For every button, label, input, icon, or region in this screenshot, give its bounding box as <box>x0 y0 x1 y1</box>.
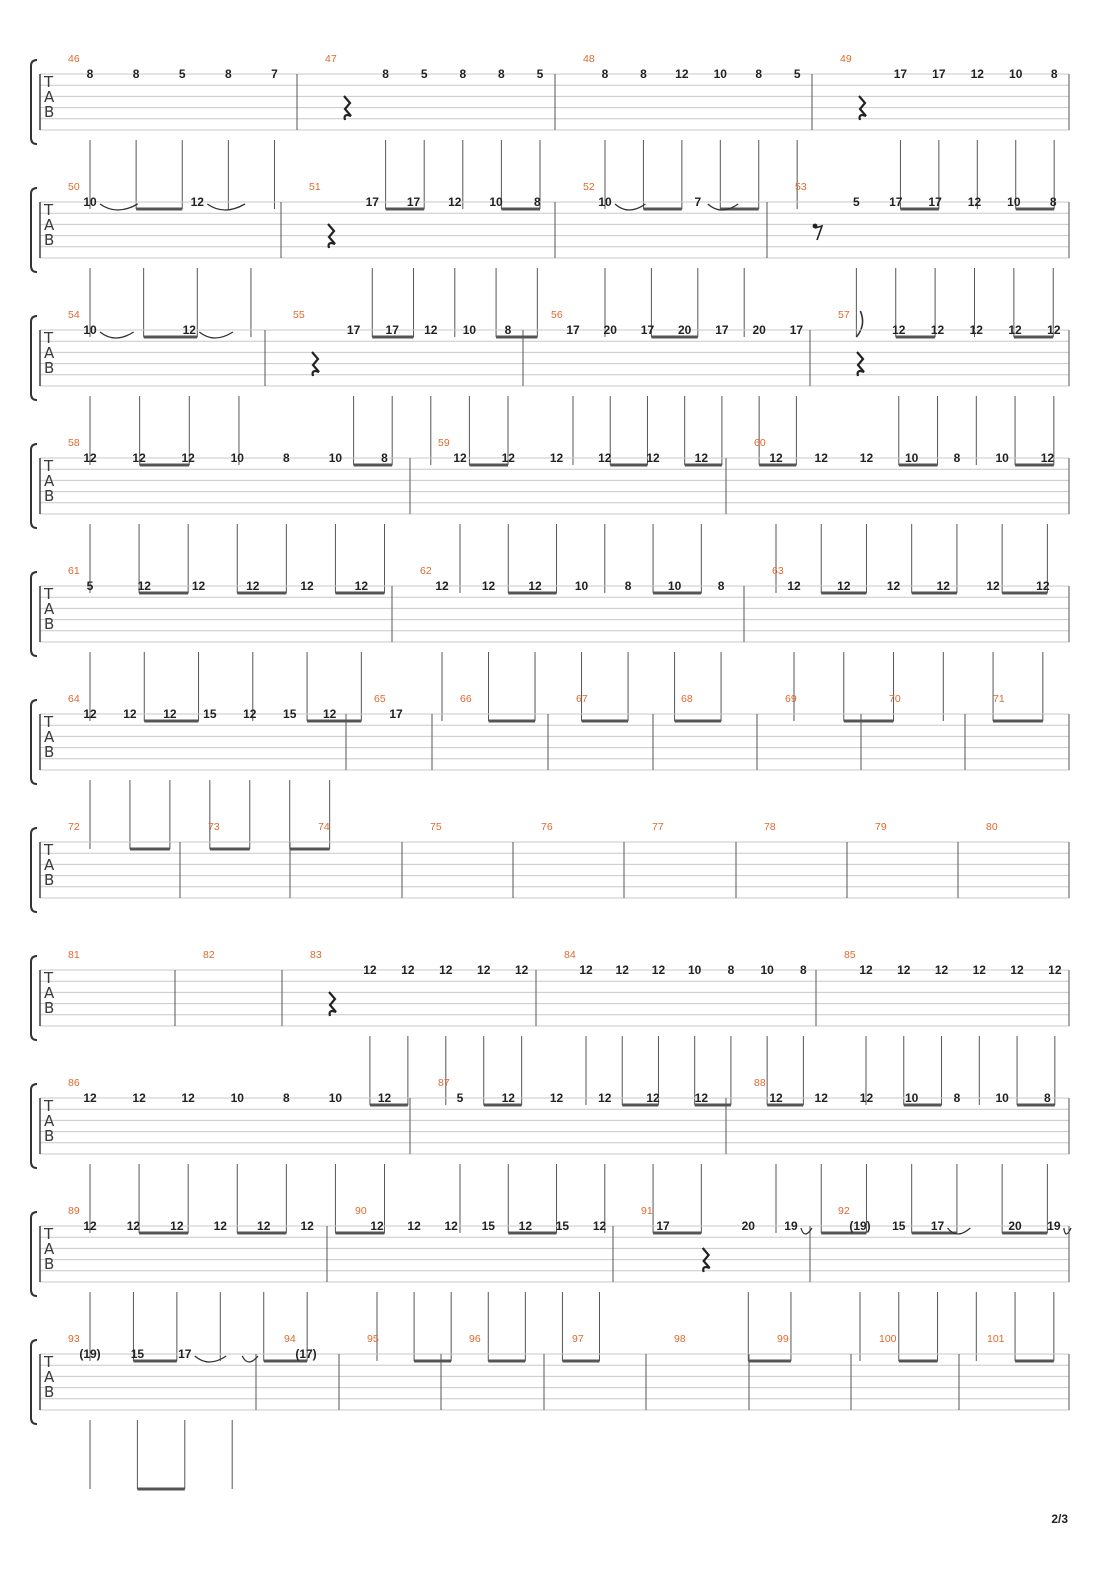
measure-number: 91 <box>641 1205 653 1217</box>
measure-number: 67 <box>576 693 588 705</box>
fret-number: 17 <box>789 323 804 337</box>
fret-number: 10 <box>489 195 503 209</box>
fret-number: 12 <box>598 451 612 465</box>
fret-number: 12 <box>694 1091 709 1105</box>
fret-number: 12 <box>83 707 97 721</box>
fret-number: 12 <box>1048 963 1062 977</box>
tab-clef-letter: T <box>44 841 54 859</box>
fret-number: 5 <box>536 67 544 81</box>
tab-clef-letter: T <box>44 969 54 987</box>
fret-number: 12 <box>424 323 438 337</box>
fret-number: 10 <box>1007 195 1021 209</box>
tab-system <box>31 1205 1071 1361</box>
fret-number: 17 <box>346 323 361 337</box>
fret-number: 12 <box>615 963 629 977</box>
fret-number: 12 <box>969 323 983 337</box>
fret-number: 7 <box>271 67 278 81</box>
fret-number: 15 <box>283 707 297 721</box>
fret-number: 12 <box>132 451 146 465</box>
fret-number: 5 <box>420 67 428 81</box>
fret-number: 8 <box>800 963 807 977</box>
fret-number: 10 <box>995 1091 1009 1105</box>
fret-number: 12 <box>549 451 564 465</box>
fret-number: 12 <box>213 1219 227 1233</box>
system-bracket <box>31 60 37 144</box>
fret-number: 8 <box>755 67 763 81</box>
measure-number: 66 <box>460 693 472 705</box>
fret-number: 12 <box>518 1219 533 1233</box>
tab-clef-letter: A <box>44 1240 55 1258</box>
page-number: 2/3 <box>1051 1512 1068 1526</box>
tab-clef-letter: A <box>44 1368 55 1386</box>
fret-number: 12 <box>170 1219 184 1233</box>
measure-number: 79 <box>875 821 887 833</box>
fret-number: 10 <box>905 1091 919 1105</box>
fret-number: 15 <box>130 1347 145 1361</box>
tab-clef-letter: A <box>44 728 55 746</box>
fret-number: 12 <box>592 1219 607 1233</box>
fret-number: 8 <box>498 67 505 81</box>
tie-arc <box>195 1356 226 1362</box>
measure-number: 100 <box>879 1333 897 1345</box>
fret-number: 17 <box>640 323 655 337</box>
fret-number: 17 <box>656 1219 670 1233</box>
fret-number: 8 <box>132 67 140 81</box>
tab-clef-letter: T <box>44 1353 54 1371</box>
measure-number: 72 <box>68 821 80 833</box>
fret-number: 17 <box>928 195 942 209</box>
fret-number: 12 <box>549 1091 564 1105</box>
fret-number: 12 <box>1040 451 1055 465</box>
fret-number: 12 <box>892 323 906 337</box>
system-bracket <box>31 444 37 528</box>
fret-number: 12 <box>444 1219 458 1233</box>
tab-clef-letter: T <box>44 1225 54 1243</box>
fret-number: 12 <box>769 451 783 465</box>
fret-number: 12 <box>651 963 666 977</box>
measure-number: 90 <box>355 1205 367 1217</box>
fret-number: 8 <box>381 451 388 465</box>
tab-system <box>31 949 1069 1105</box>
system-bracket <box>31 316 37 400</box>
tab-clef-letter: A <box>44 856 55 874</box>
fret-number: 5 <box>853 195 860 209</box>
fret-number: 8 <box>282 451 290 465</box>
measure-number: 83 <box>310 949 322 961</box>
fret-number: 10 <box>1009 67 1023 81</box>
measure-number: 70 <box>889 693 901 705</box>
fret-number: 10 <box>328 451 343 465</box>
tab-clef-letter: B <box>44 487 55 505</box>
fret-number: 17 <box>566 323 580 337</box>
tab-clef-letter: B <box>44 231 55 249</box>
tab-system <box>31 309 1069 465</box>
fret-number: 10 <box>667 579 682 593</box>
fret-number: 12 <box>354 579 369 593</box>
fret-number: 8 <box>282 1091 290 1105</box>
fret-number: 20 <box>603 323 617 337</box>
system-bracket <box>31 1084 37 1168</box>
measure-number: 58 <box>68 437 80 449</box>
fret-number: 12 <box>814 1091 828 1105</box>
tab-clef-letter: A <box>44 600 55 618</box>
fret-number: 12 <box>859 963 873 977</box>
system-bracket <box>31 828 37 912</box>
fret-number: (19) <box>79 1347 101 1361</box>
fret-number: 12 <box>646 451 660 465</box>
fret-number: 15 <box>481 1219 495 1233</box>
fret-number: 5 <box>793 67 801 81</box>
tab-clef-letter: B <box>44 1127 55 1145</box>
fret-number: 12 <box>859 451 874 465</box>
measure-number: 53 <box>795 181 807 193</box>
fret-number: 17 <box>932 67 946 81</box>
tab-system <box>31 181 1069 337</box>
measure-number: 69 <box>785 693 797 705</box>
system-bracket <box>31 572 37 656</box>
fret-number: 5 <box>456 1091 464 1105</box>
tab-clef-letter: A <box>44 1112 55 1130</box>
fret-number: 8 <box>640 67 647 81</box>
tab-clef-letter: A <box>44 344 55 362</box>
measure-number: 101 <box>987 1333 1005 1345</box>
fret-number: 12 <box>675 67 689 81</box>
fret-number: 12 <box>787 579 801 593</box>
measure-number: 75 <box>430 821 442 833</box>
fret-number: 8 <box>953 1091 961 1105</box>
fret-number: 12 <box>1036 579 1050 593</box>
fret-number: 12 <box>837 579 851 593</box>
tie-arc <box>615 204 645 210</box>
measure-number: 81 <box>68 949 80 961</box>
tab-clef-letter: A <box>44 216 55 234</box>
measure-number: 96 <box>469 1333 481 1345</box>
fret-number: 5 <box>178 67 186 81</box>
measure-number: 95 <box>367 1333 379 1345</box>
measure-number: 51 <box>309 181 321 193</box>
fret-number: 12 <box>970 67 984 81</box>
tab-clef-letter: T <box>44 201 54 219</box>
measure-number: 98 <box>674 1333 686 1345</box>
measure-number: 62 <box>420 565 432 577</box>
fret-number: 12 <box>300 1219 314 1233</box>
fret-number: 17 <box>385 323 399 337</box>
measure-number: 85 <box>844 949 856 961</box>
measure-number: 87 <box>438 1077 450 1089</box>
system-bracket <box>31 1340 37 1424</box>
measure-number: 59 <box>438 437 450 449</box>
fret-number: 12 <box>401 963 415 977</box>
measure-number: 86 <box>68 1077 80 1089</box>
measure-number: 50 <box>68 181 80 193</box>
tie-arc <box>207 204 245 210</box>
measure-number: 80 <box>986 821 998 833</box>
fret-number: 12 <box>370 1219 384 1233</box>
fret-number: 15 <box>892 1219 906 1233</box>
system-bracket <box>31 1212 37 1296</box>
fret-number: 8 <box>717 579 725 593</box>
fret-number: 12 <box>986 579 1000 593</box>
measure-number: 78 <box>764 821 776 833</box>
fret-number: 12 <box>886 579 901 593</box>
tab-clef-letter: T <box>44 329 54 347</box>
tab-system <box>31 1333 1069 1489</box>
system-bracket <box>31 700 37 784</box>
fret-number: 12 <box>257 1219 271 1233</box>
tab-clef-letter: B <box>44 103 55 121</box>
fret-number: 12 <box>514 963 529 977</box>
measure-number: 56 <box>551 309 563 321</box>
measure-number: 65 <box>374 693 386 705</box>
fret-number: 12 <box>407 1219 421 1233</box>
tab-clef-letter: T <box>44 73 54 91</box>
fret-number: 8 <box>624 579 632 593</box>
fret-number: 17 <box>389 707 403 721</box>
fret-number: 12 <box>501 451 515 465</box>
fret-number: 17 <box>715 323 729 337</box>
measure-number: 64 <box>68 693 80 705</box>
fret-number: 17 <box>889 195 903 209</box>
fret-number: 12 <box>694 451 709 465</box>
fret-number: 12 <box>579 963 593 977</box>
fret-number: 12 <box>243 707 257 721</box>
measure-number: 61 <box>68 565 80 577</box>
fret-number: 12 <box>972 963 986 977</box>
measure-number: 68 <box>681 693 693 705</box>
fret-number: 12 <box>300 579 314 593</box>
eighth-rest <box>815 226 822 240</box>
fret-number: 12 <box>83 1091 97 1105</box>
measure-number: 52 <box>583 181 595 193</box>
fret-number: 12 <box>322 707 337 721</box>
fret-number: 12 <box>769 1091 783 1105</box>
fret-number: 8 <box>382 67 389 81</box>
fret-number: 12 <box>181 1091 195 1105</box>
tab-system <box>31 437 1069 593</box>
fret-number: 12 <box>646 1091 660 1105</box>
fret-number: 12 <box>83 1219 97 1233</box>
fret-number: 8 <box>1049 195 1057 209</box>
fret-number: 8 <box>533 195 541 209</box>
measure-number: 97 <box>572 1333 584 1345</box>
fret-number: 12 <box>1010 963 1024 977</box>
tab-clef-letter: T <box>44 1097 54 1115</box>
fret-number: 12 <box>1008 323 1022 337</box>
measure-number: 82 <box>203 949 215 961</box>
fret-number: 12 <box>814 451 828 465</box>
fret-number: 10 <box>760 963 774 977</box>
fret-number: 12 <box>126 1219 141 1233</box>
fret-number: 10 <box>83 323 97 337</box>
fret-number: 12 <box>439 963 453 977</box>
fret-number: 10 <box>230 451 244 465</box>
measure-number: 84 <box>564 949 576 961</box>
tab-system <box>31 821 1069 912</box>
fret-number: 8 <box>86 67 94 81</box>
fret-number: 12 <box>859 1091 874 1105</box>
measure-number: 89 <box>68 1205 80 1217</box>
fret-number: 20 <box>741 1219 755 1233</box>
fret-number: 12 <box>934 963 949 977</box>
measure-number: 47 <box>325 53 337 65</box>
tab-system <box>31 1077 1069 1233</box>
measure-number: 74 <box>318 821 330 833</box>
fret-number: 8 <box>504 323 512 337</box>
measure-number: 88 <box>754 1077 766 1089</box>
tab-clef-letter: B <box>44 359 55 377</box>
fret-number: 12 <box>123 707 137 721</box>
fret-number: 12 <box>453 451 467 465</box>
fret-number: 10 <box>328 1091 343 1105</box>
fret-number: 8 <box>601 67 609 81</box>
fret-number: 12 <box>930 323 945 337</box>
fret-number: 12 <box>477 963 491 977</box>
measure-number: 54 <box>68 309 80 321</box>
fret-number: 8 <box>727 963 735 977</box>
fret-number: 8 <box>1050 67 1058 81</box>
tab-clef-letter: B <box>44 743 55 761</box>
fret-number: 12 <box>936 579 950 593</box>
fret-number: 10 <box>574 579 589 593</box>
tab-clef-letter: A <box>44 984 55 1002</box>
fret-number: 12 <box>481 579 496 593</box>
measure-number: 92 <box>838 1205 850 1217</box>
fret-number: (19) <box>849 1219 871 1233</box>
fret-number: 12 <box>377 1091 392 1105</box>
measure-number: 49 <box>840 53 852 65</box>
measure-number: 46 <box>68 53 80 65</box>
measure-number: 48 <box>583 53 595 65</box>
tab-system <box>31 565 1069 721</box>
fret-number: 12 <box>132 1091 146 1105</box>
fret-number: 10 <box>905 451 919 465</box>
fret-number: 12 <box>528 579 542 593</box>
fret-number: 12 <box>191 579 206 593</box>
fret-number: 12 <box>137 579 151 593</box>
fret-number: 10 <box>688 963 702 977</box>
fret-number: 19 <box>1047 1219 1061 1233</box>
fret-number: 15 <box>555 1219 570 1233</box>
fret-number: 17 <box>930 1219 945 1233</box>
fret-number: 12 <box>182 323 196 337</box>
fret-number: 17 <box>406 195 421 209</box>
fret-number: 12 <box>501 1091 515 1105</box>
tab-clef-letter: T <box>44 585 54 603</box>
measure-number: 94 <box>284 1333 296 1345</box>
tie-arc <box>100 332 134 338</box>
fret-number: 8 <box>459 67 467 81</box>
fret-number: 10 <box>230 1091 244 1105</box>
tab-clef-letter: B <box>44 1255 55 1273</box>
tab-clef-letter: A <box>44 472 55 490</box>
tab-clef-letter: A <box>44 88 55 106</box>
tie-arc <box>199 332 233 338</box>
fret-number: 10 <box>713 67 727 81</box>
measure-number: 73 <box>208 821 220 833</box>
tab-system <box>31 53 1069 209</box>
tab-clef-letter: B <box>44 871 55 889</box>
tab-clef-letter: T <box>44 713 54 731</box>
fret-number: 19 <box>784 1219 798 1233</box>
fret-number: 12 <box>598 1091 612 1105</box>
fret-number: 10 <box>598 195 612 209</box>
fret-number: 17 <box>178 1347 192 1361</box>
fret-number: 12 <box>967 195 982 209</box>
measure-number: 77 <box>652 821 664 833</box>
measure-number: 63 <box>772 565 784 577</box>
fret-number: 10 <box>83 195 97 209</box>
fret-number: 12 <box>181 451 195 465</box>
fret-number: 8 <box>225 67 232 81</box>
fret-number: 12 <box>363 963 377 977</box>
fret-number: 12 <box>190 195 204 209</box>
measure-number: 71 <box>993 693 1005 705</box>
fret-number: 10 <box>462 323 477 337</box>
measure-number: 60 <box>754 437 766 449</box>
fret-number: 20 <box>1008 1219 1022 1233</box>
fret-number: 7 <box>694 195 702 209</box>
fret-number: 12 <box>435 579 449 593</box>
fret-number: 20 <box>752 323 766 337</box>
fret-number: 12 <box>83 451 97 465</box>
fret-number: 5 <box>86 579 94 593</box>
measure-number: 57 <box>838 309 850 321</box>
fret-number: 8 <box>953 451 961 465</box>
tab-clef-letter: B <box>44 999 55 1017</box>
measure-number: 99 <box>777 1333 789 1345</box>
system-bracket <box>31 188 37 272</box>
tab-clef-letter: T <box>44 457 54 475</box>
note-flag <box>856 311 862 337</box>
tab-clef-letter: B <box>44 1383 55 1401</box>
fret-number: 12 <box>448 195 462 209</box>
fret-number: 17 <box>365 195 379 209</box>
fret-number: 10 <box>995 451 1009 465</box>
measure-number: 76 <box>541 821 553 833</box>
fret-number: 12 <box>163 707 177 721</box>
measure-number: 55 <box>293 309 305 321</box>
measure-number: 93 <box>68 1333 80 1345</box>
fret-number: 17 <box>893 67 908 81</box>
tie-arc <box>1064 1228 1071 1234</box>
tie-arc <box>100 204 138 210</box>
fret-number: 12 <box>246 579 260 593</box>
system-bracket <box>31 956 37 1040</box>
fret-number: 12 <box>1047 323 1061 337</box>
fret-number: 12 <box>897 963 911 977</box>
tab-clef-letter: B <box>44 615 55 633</box>
fret-number: (17) <box>295 1347 317 1361</box>
fret-number: 15 <box>203 707 217 721</box>
fret-number: 8 <box>1044 1091 1051 1105</box>
fret-number: 20 <box>678 323 692 337</box>
